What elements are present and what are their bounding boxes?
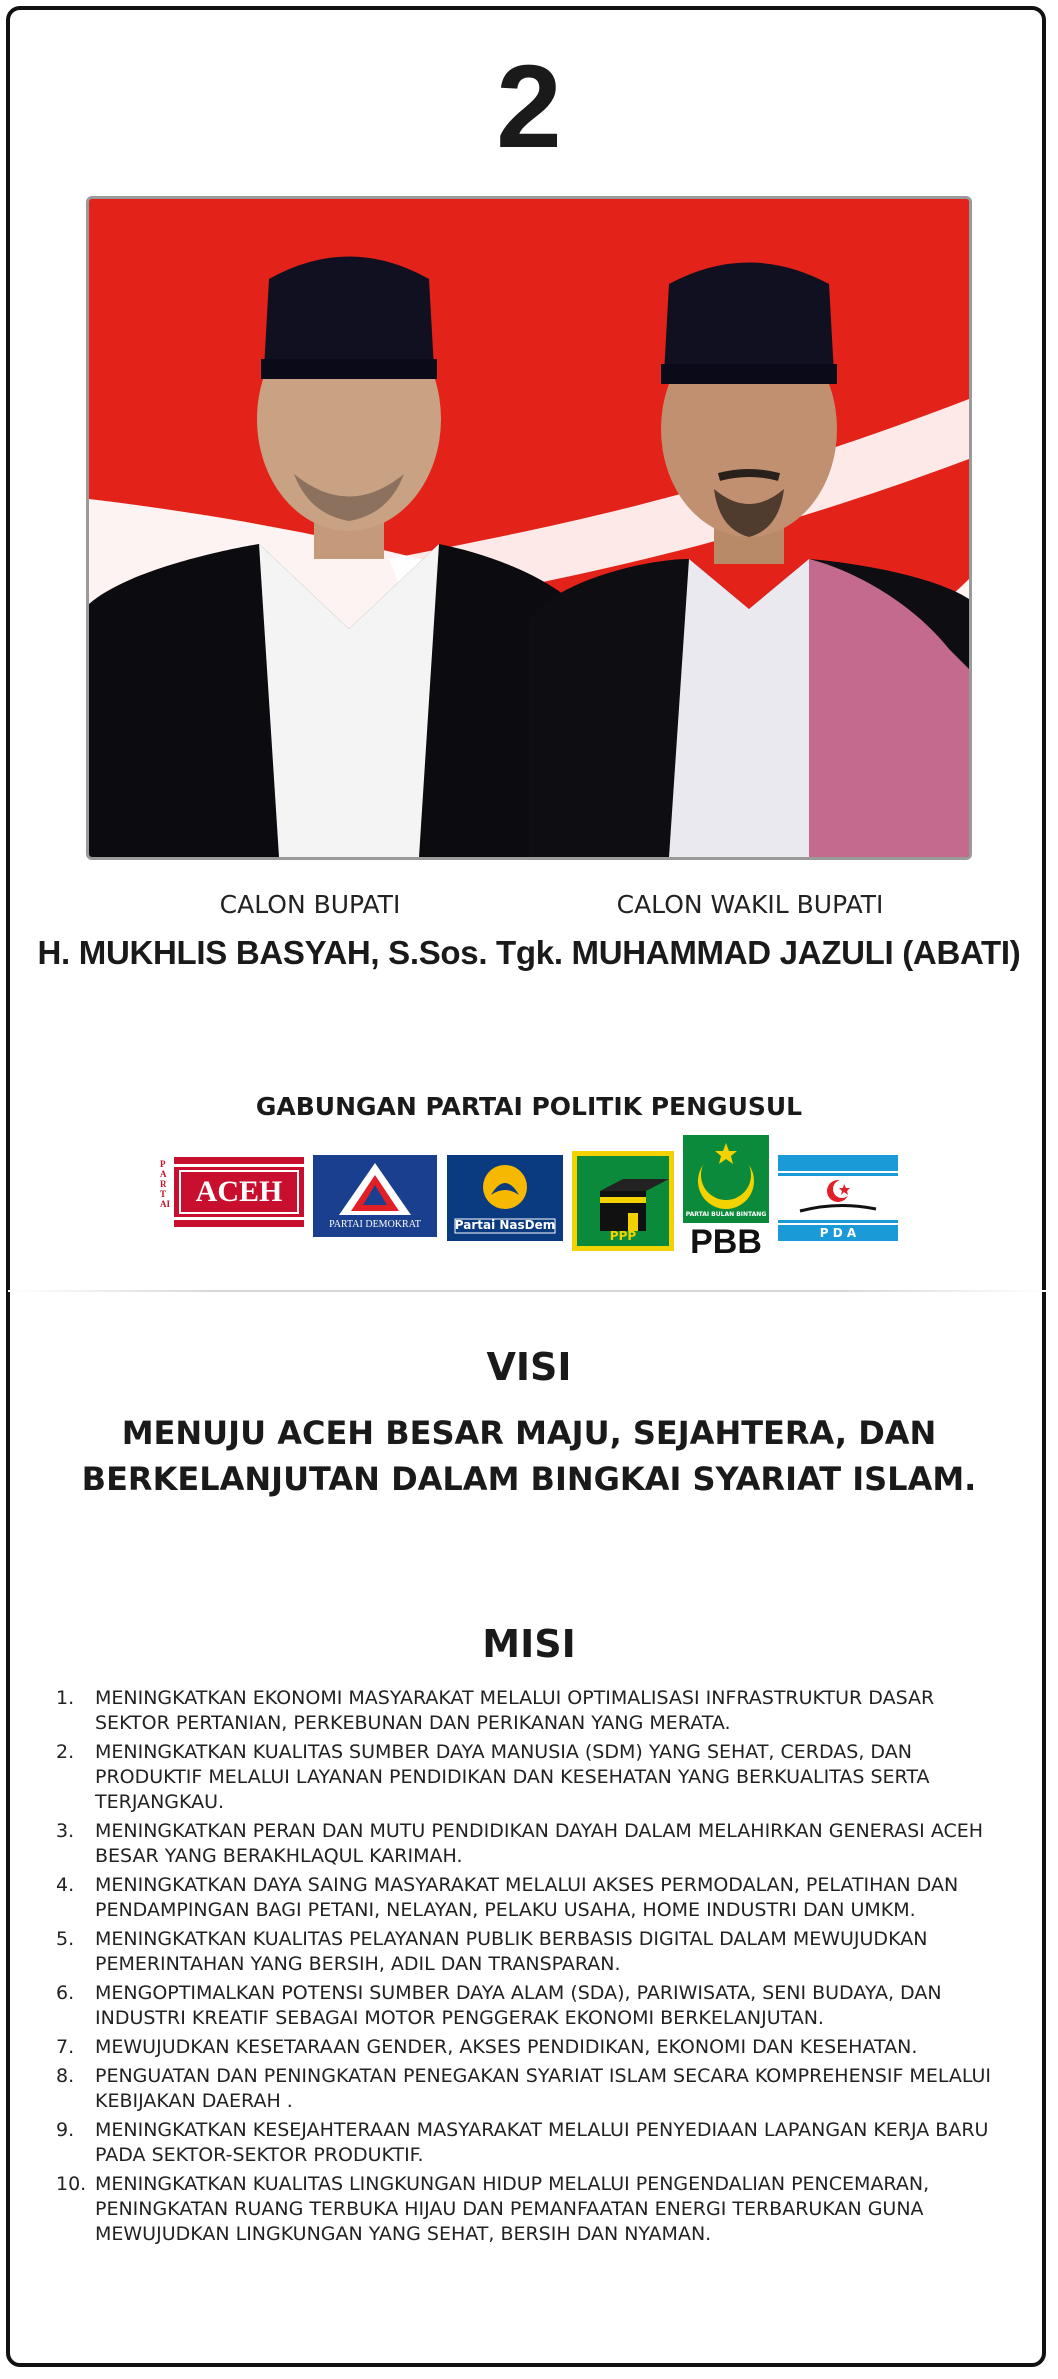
misi-item xyxy=(56,1927,1012,1977)
misi-item-text: MENINGKATKAN EKONOMI MASYARAKAT MELALUI OPTIMALISASI INFRASTRUKTUR DASAR SEKTOR PERTANIAN, PERKEBUNAN DAN PERIKANAN YANG MERATA. xyxy=(95,1687,935,1734)
pda-label: P D A xyxy=(819,1226,857,1240)
misi-item-text: MENINGKATKAN KESEJAHTERAAN MASYARAKAT MELALUI PENYEDIAAN LAPANGAN KERJA BARU PADA SEKTOR-SEKTOR PRODUKTIF. xyxy=(95,2119,989,2166)
misi-item-text: MENINGKATKAN KUALITAS LINGKUNGAN HIDUP MELALUI PENGENDALIAN PENCEMARAN, PENINGKATAN RUANG TERBUKA HIJAU DAN PEMANFAATAN ENERGI TERBARUKAN GUNA MEWUJUDKAN LINGKUNGAN YANG SEHAT, BERSIH DAN NYAMAN. xyxy=(95,2173,930,2245)
misi-item-text: MEWUJUDKAN KESETARAAN GENDER, AKSES PENDIDIKAN, EKONOMI DAN KESEHATAN. xyxy=(95,2036,918,2058)
misi-item-text: MENGOPTIMALKAN POTENSI SUMBER DAYA ALAM (SDA), PARIWISATA, SENI BUDAYA, DAN INDUSTRI KREATIF SEBAGAI MOTOR PENGGERAK EKONOMI BERKELANJUTAN. xyxy=(95,1982,942,2029)
pda-flag-logo xyxy=(778,1155,898,1241)
visi-text: MENUJU ACEH BESAR MAJU, SEJAHTERA, DAN BERKELANJUTAN DALAM BINGKAI SYARIAT ISLAM. xyxy=(81,1414,977,1498)
party-logos-row xyxy=(0,1135,1058,1265)
pbb-label: PBB xyxy=(690,1223,762,1261)
misi-list xyxy=(56,1686,1012,2251)
partai-demokrat-logo xyxy=(313,1155,437,1237)
misi-item xyxy=(56,2172,1012,2247)
misi-heading: MISI xyxy=(482,1622,576,1666)
misi-item-number: 3. xyxy=(56,1820,75,1842)
misi-item xyxy=(56,2035,1012,2060)
misi-item xyxy=(56,1740,1012,1815)
ppp-label: PPP xyxy=(609,1229,637,1243)
partai-aceh-label: ACEH xyxy=(195,1175,283,1208)
partai-aceh-logo xyxy=(160,1157,304,1227)
misi-item-number: 8. xyxy=(56,2065,75,2087)
misi-item xyxy=(56,1686,1012,1736)
visi-heading: VISI xyxy=(486,1345,572,1389)
misi-item-number: 4. xyxy=(56,1874,75,1896)
candidate-photo-illustration xyxy=(89,199,969,857)
section-divider xyxy=(8,1290,1048,1292)
misi-item-text: MENINGKATKAN DAYA SAING MASYARAKAT MELALUI AKSES PERMODALAN, PELATIHAN DAN PENDAMPINGAN BAGI PETANI, NELAYAN, PELAKU USAHA, HOME INDUSTRI DAN UMKM. xyxy=(95,1874,959,1921)
misi-item-number: 2. xyxy=(56,1741,75,1763)
misi-item xyxy=(56,1981,1012,2031)
misi-item xyxy=(56,1873,1012,1923)
misi-item-text: MENINGKATKAN PERAN DAN MUTU PENDIDIKAN DAYAH DALAM MELAHIRKAN GENERASI ACEH BESAR YANG BERAKHLAQUL KARIMAH. xyxy=(95,1820,984,1867)
misi-item-number: 6. xyxy=(56,1982,75,2004)
misi-item-number: 5. xyxy=(56,1928,75,1950)
pbb-sub-label: PARTAI BULAN BINTANG xyxy=(685,1211,767,1218)
misi-item-text: MENINGKATKAN KUALITAS PELAYANAN PUBLIK BERBASIS DIGITAL DALAM MEWUJUDKAN PEMERINTAHAN YANG BERSIH, ADIL DAN TRANSPARAN. xyxy=(95,1928,928,1975)
role-bupati-label: CALON BUPATI xyxy=(219,890,401,919)
misi-item-number: 10. xyxy=(56,2173,87,2195)
misi-item-number: 7. xyxy=(56,2036,75,2058)
misi-item-number: 9. xyxy=(56,2119,75,2141)
misi-item xyxy=(56,2064,1012,2114)
role-wakil-bupati-label: CALON WAKIL BUPATI xyxy=(616,890,884,919)
candidate-names: H. MUKHLIS BASYAH, S.Sos. Tgk. MUHAMMAD JAZULI (ABATI) xyxy=(37,934,1021,971)
partai-aceh-side-label: PARTAI xyxy=(160,1159,171,1209)
ppp-kaaba-logo xyxy=(572,1151,674,1251)
pbb-crescent-star-logo xyxy=(683,1135,769,1261)
misi-item xyxy=(56,2118,1012,2168)
partai-nasdem-label: Partai NasDem xyxy=(454,1218,556,1232)
misi-item-number: 1. xyxy=(56,1687,75,1709)
misi-item xyxy=(56,1819,1012,1869)
candidate-photo xyxy=(86,196,972,860)
coalition-title: GABUNGAN PARTAI POLITIK PENGUSUL xyxy=(255,1092,803,1121)
partai-nasdem-logo xyxy=(447,1155,563,1241)
ballot-number: 2 xyxy=(496,41,562,173)
partai-demokrat-label: PARTAI DEMOKRAT xyxy=(329,1219,421,1230)
misi-item-text: MENINGKATKAN KUALITAS SUMBER DAYA MANUSIA (SDM) YANG SEHAT, CERDAS, DAN PRODUKTIF MELALUI LAYANAN PENDIDIKAN DAN KESEHATAN YANG BERKUALITAS SERTA TERJANGKAU. xyxy=(95,1741,930,1813)
misi-item-text: PENGUATAN DAN PENINGKATAN PENEGAKAN SYARIAT ISLAM SECARA KOMPREHENSIF MELALUI KEBIJAKAN DAERAH . xyxy=(95,2065,991,2112)
